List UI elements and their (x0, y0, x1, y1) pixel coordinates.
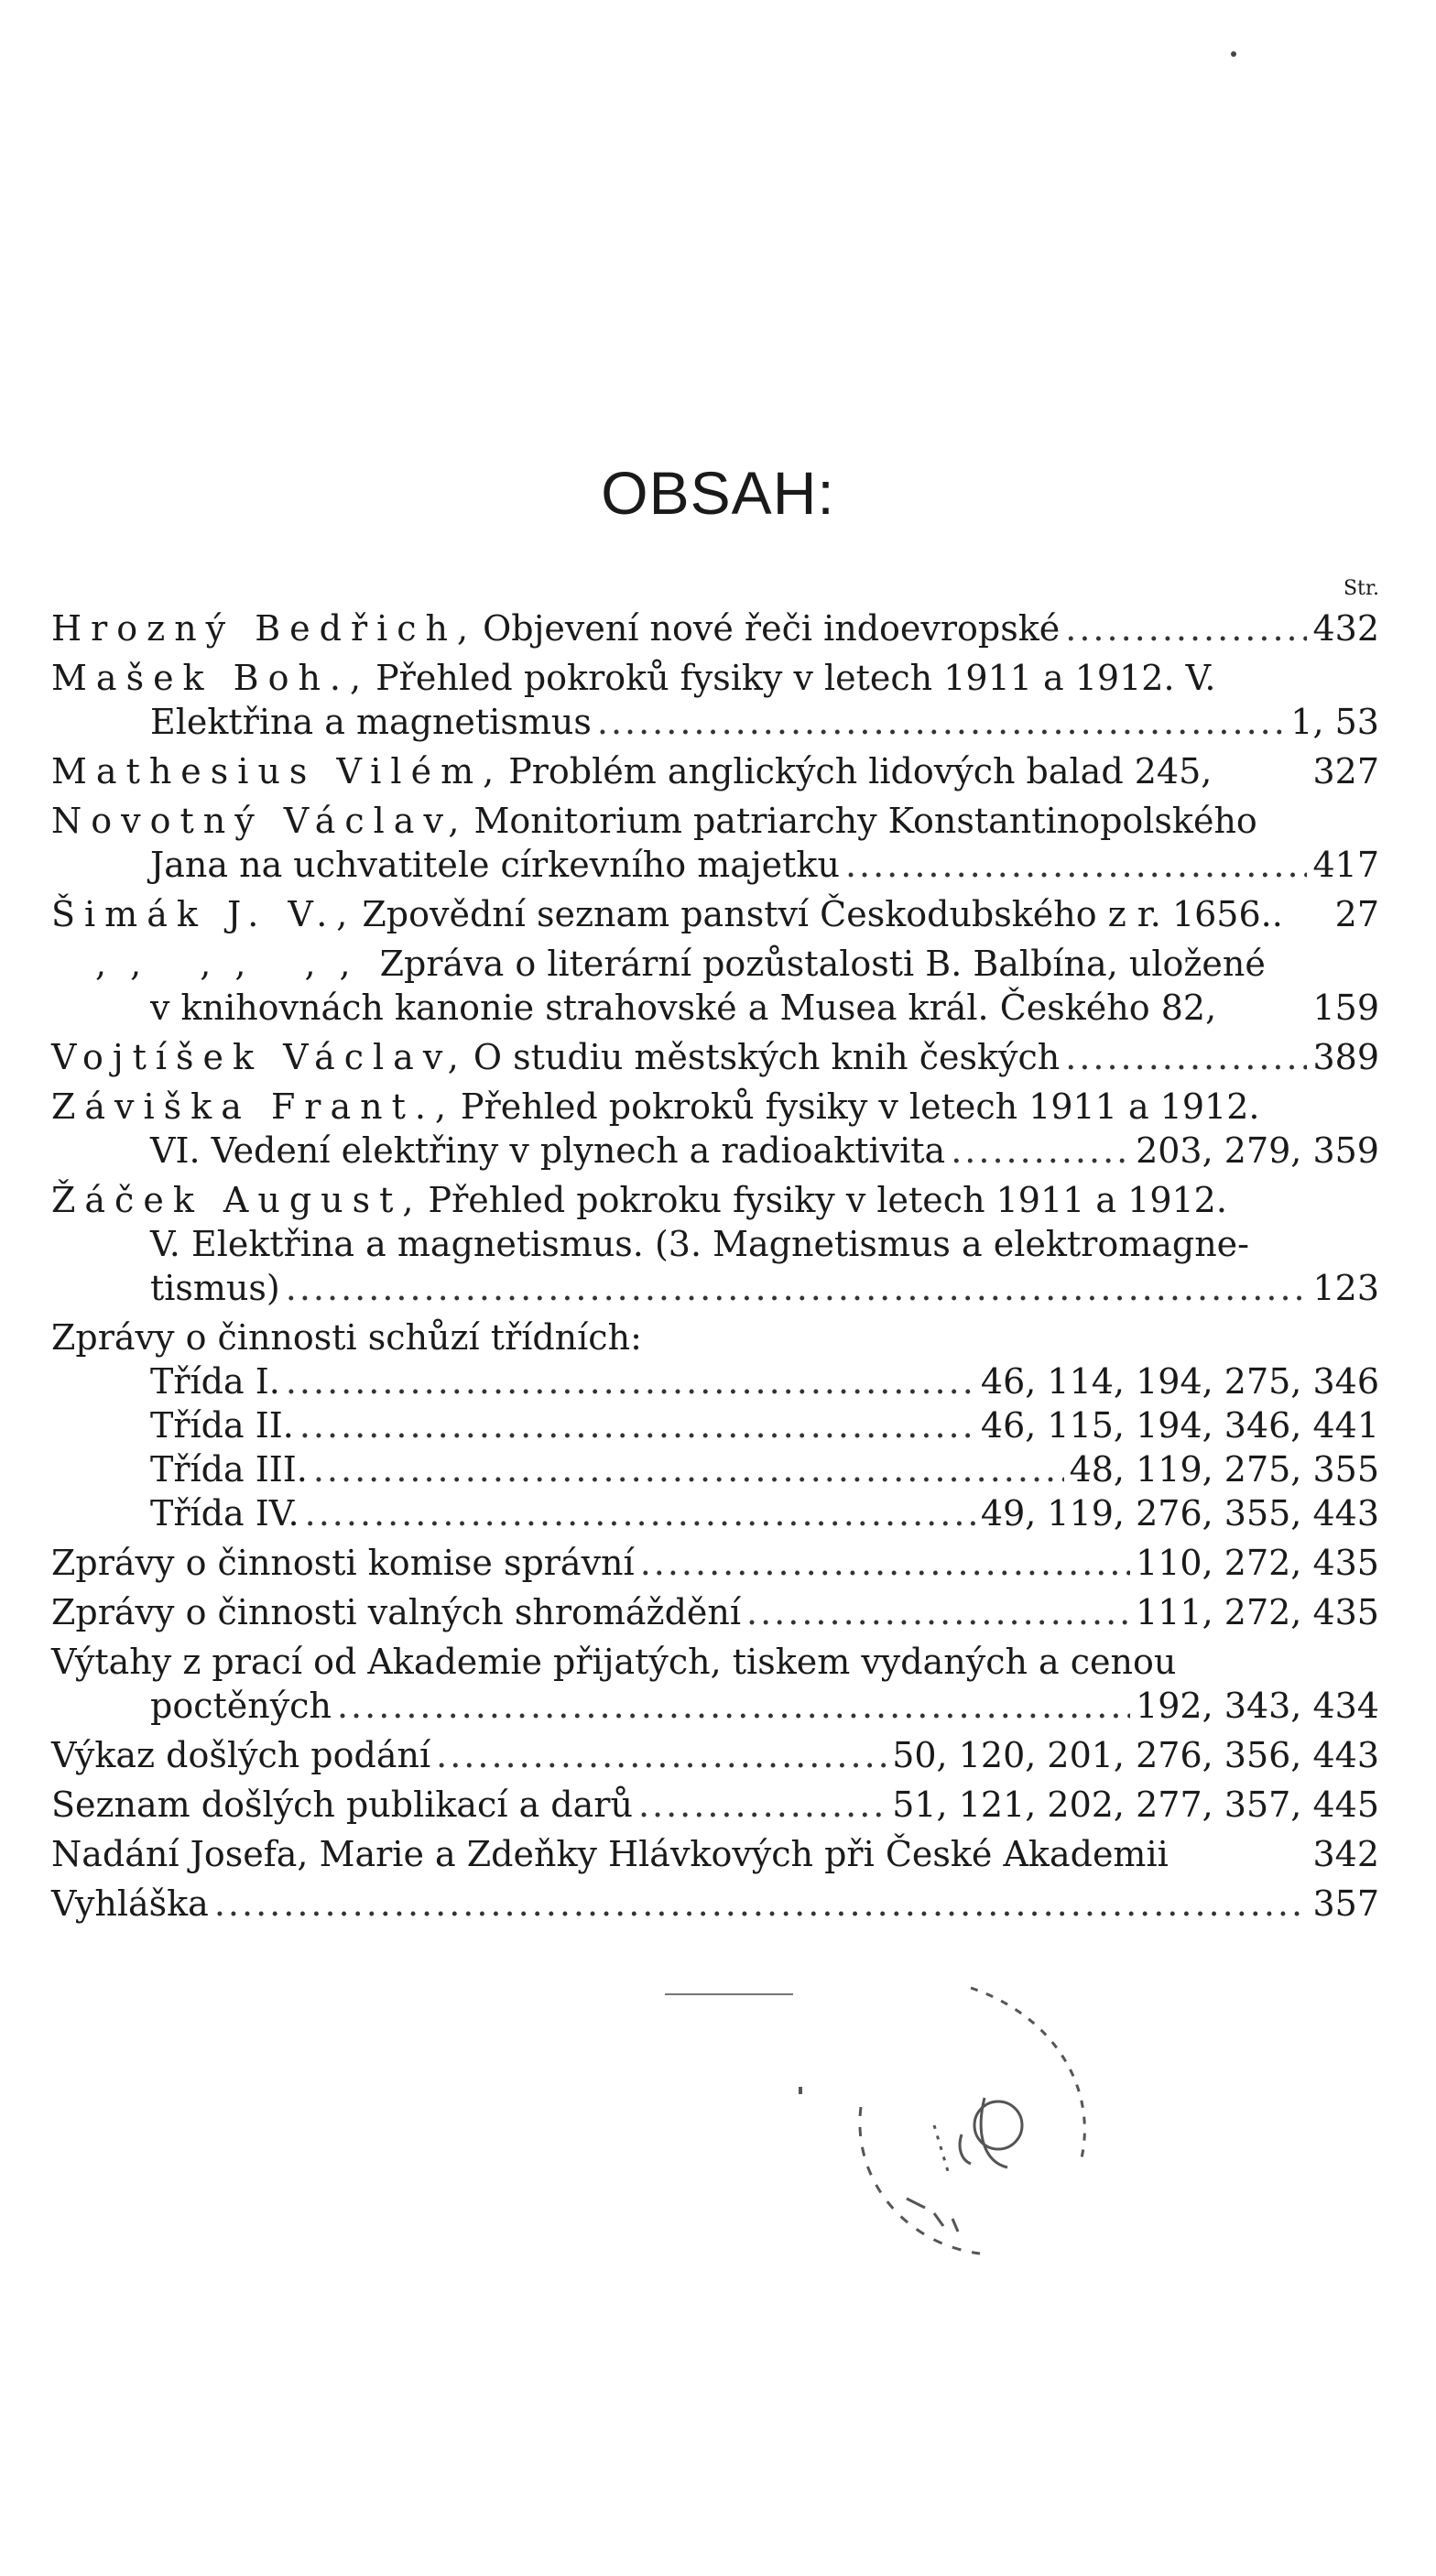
dot-leader (845, 843, 1308, 887)
entry-pages: 342 (1312, 1834, 1379, 1874)
toc-entry (51, 942, 1379, 1030)
entry-title-continued: tismus) (150, 1268, 280, 1308)
entry-title: Přehled pokroku fysiky v letech 1911 a 1912. (428, 1180, 1227, 1220)
entry-pages: 27 (1334, 894, 1379, 934)
entry-pages: 357 (1312, 1883, 1379, 1924)
toc-entry (51, 1832, 1379, 1876)
entry-author: Šimák J. V., (51, 894, 357, 934)
dot-leader (1065, 1035, 1307, 1079)
entry-title: Výkaz došlých podání (51, 1735, 431, 1775)
dot-leader (313, 1447, 1064, 1491)
entry-pages: 389 (1312, 1037, 1379, 1077)
dot-leader (436, 1733, 887, 1777)
entry-title: Monitorium patriarchy Konstantinopolského (473, 801, 1257, 841)
entry-pages: 46, 115, 194, 346, 441 (980, 1405, 1379, 1446)
ditto-marks: ,, ,, ,, (95, 944, 375, 984)
toc-entry (51, 1035, 1379, 1079)
entry-title: Problém anglických lidových balad 245, (508, 751, 1213, 791)
toc-entry (51, 749, 1379, 793)
dot-leader (597, 700, 1285, 744)
short-rule (665, 1993, 793, 1995)
toc-entry (51, 892, 1379, 936)
entry-title-continued: Elektřina a magnetismus (150, 702, 592, 742)
entry-title: Zprávy o činnosti komise správní (51, 1543, 635, 1583)
entry-title: Nadání Josefa, Marie a Zdeňky Hlávkových při České Akademii (51, 1834, 1169, 1874)
print-speck (799, 2087, 802, 2094)
dot-leader (638, 1783, 887, 1827)
entry-author: Žáček August, (51, 1180, 423, 1220)
entry-author: Mašek Boh., (51, 658, 371, 698)
entry-pages: 1, 53 (1290, 702, 1379, 742)
entry-title: Vyhláška (51, 1883, 209, 1924)
entry-pages: 192, 343, 434 (1136, 1686, 1379, 1726)
entry-title-continued: Jana na uchvatitele církevního majetku (150, 845, 840, 885)
toc-entry (51, 1640, 1379, 1728)
dot-leader (951, 1129, 1130, 1173)
entry-author: Záviška Frant., (51, 1086, 456, 1127)
toc-entry (51, 1178, 1379, 1310)
dot-leader (640, 1541, 1130, 1585)
entry-pages: 432 (1312, 608, 1379, 649)
toc-entry (51, 1590, 1379, 1634)
dot-leader (1065, 606, 1307, 650)
section-heading: Zprávy o činnosti schůzí třídních: (51, 1317, 642, 1358)
dot-leader (337, 1684, 1130, 1728)
entry-pages: 46, 114, 194, 275, 346 (980, 1361, 1379, 1402)
entry-title: Zprávy o činnosti valných shromáždění (51, 1592, 742, 1632)
entry-title-continued: VI. Vedení elektřiny v plynech a radioaktivita (150, 1130, 946, 1171)
entry-pages: 417 (1312, 845, 1379, 885)
class-report-row (51, 1447, 1379, 1491)
toc-entry (51, 1783, 1379, 1827)
column-header-str: Str. (1343, 577, 1379, 600)
entry-pages: 203, 279, 359 (1136, 1130, 1379, 1171)
class-label: Třída IV. (150, 1493, 299, 1534)
entry-pages: 48, 119, 275, 355 (1069, 1449, 1379, 1490)
dot-leader (214, 1882, 1308, 1926)
entry-pages: 50, 120, 201, 276, 356, 443 (892, 1735, 1379, 1775)
dot-leader (299, 1403, 975, 1447)
entry-title: Přehled pokroků fysiky v letech 1911 a 1912. V. (375, 658, 1216, 698)
entry-pages: 123 (1312, 1268, 1379, 1308)
class-label: Třída I. (150, 1361, 280, 1402)
entry-title: Zpráva o literární pozůstalosti B. Balbína, uložené (379, 944, 1266, 984)
dot-leader (286, 1266, 1308, 1310)
class-report-row (51, 1359, 1379, 1403)
entry-author: Novotný Václav, (51, 801, 469, 841)
page-title: OBSAH: (601, 459, 835, 527)
class-label: Třída II. (150, 1405, 294, 1446)
toc-entry (51, 606, 1379, 650)
toc-entry (51, 1085, 1379, 1173)
print-speck (1231, 51, 1236, 57)
entry-author: Vojtíšek Václav, (51, 1037, 468, 1077)
entry-author: Hrozný Bedřich, (51, 608, 478, 649)
entry-title: Seznam došlých publikací a darů (51, 1785, 633, 1825)
entry-pages: 159 (1312, 988, 1379, 1028)
dot-leader (286, 1359, 975, 1403)
table-of-contents (51, 577, 1379, 1931)
toc-entry (51, 1733, 1379, 1777)
class-report-row (51, 1403, 1379, 1447)
entry-pages: 49, 119, 276, 355, 443 (980, 1493, 1379, 1534)
entry-title: Výtahy z prací od Akademie přijatých, tiskem vydaných a cenou (51, 1642, 1177, 1682)
dot-leader (305, 1491, 975, 1535)
entry-pages: 51, 121, 202, 277, 357, 445 (892, 1785, 1379, 1825)
entry-pages: 111, 272, 435 (1136, 1592, 1379, 1632)
entry-title-continued: poctěných (150, 1686, 332, 1726)
toc-entry (51, 656, 1379, 744)
entry-title: Zpovědní seznam panství Českodubského z r. 1656.. (362, 894, 1283, 934)
entry-author: Mathesius Vilém, (51, 751, 504, 791)
entry-title: Objevení nové řeči indoevropské (483, 608, 1061, 649)
toc-entry (51, 1541, 1379, 1585)
toc-entry (51, 1882, 1379, 1926)
entry-pages: 110, 272, 435 (1136, 1543, 1379, 1583)
entry-title-continued: V. Elektřina a magnetismus. (3. Magnetismus a elektromagne- (150, 1224, 1250, 1264)
entry-title-continued: v knihovnách kanonie strahovské a Musea král. Českého 82, (150, 988, 1217, 1028)
library-stamp-icon (824, 1951, 1117, 2281)
class-label: Třída III. (150, 1449, 308, 1490)
class-reports-section (51, 1315, 1379, 1535)
entry-pages: 327 (1312, 751, 1379, 791)
entry-title: O studiu městských knih českých (473, 1037, 1061, 1077)
dot-leader (746, 1590, 1130, 1634)
class-report-row (51, 1491, 1379, 1535)
toc-entry (51, 799, 1379, 887)
entry-title: Přehled pokroků fysiky v letech 1911 a 1912. (461, 1086, 1260, 1127)
